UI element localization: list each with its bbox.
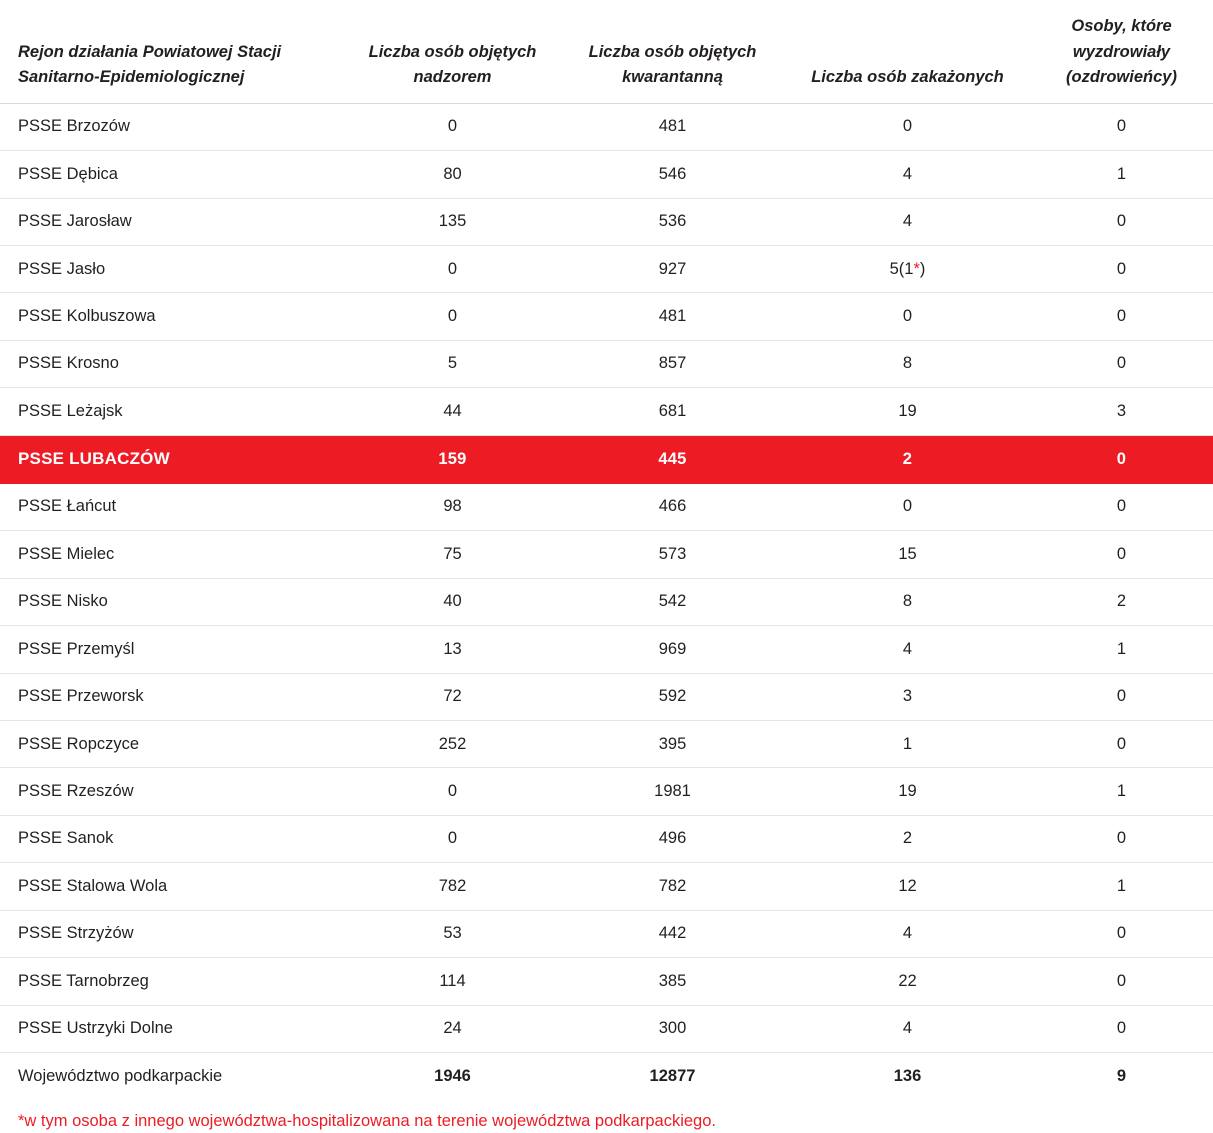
table-row (0, 910, 1213, 957)
cell-recovered: 0 (1030, 483, 1213, 530)
cell-infected: 19 (785, 768, 1030, 815)
table-row (0, 1005, 1213, 1052)
cell-region: PSSE Mielec (0, 531, 345, 578)
cell-infected-total: 136 (893, 1066, 922, 1085)
column-header-line: Liczba osób zakażonych (811, 68, 1004, 87)
column-header-line: Liczba osób objętych (368, 42, 537, 61)
cell-infected: 4 (785, 626, 1030, 673)
cell-quarantine: 1981 (560, 768, 785, 815)
cell-recovered-total: 9 (1116, 1066, 1127, 1085)
cell-quarantine: 481 (560, 103, 785, 150)
column-header-supervision (345, 0, 560, 103)
cell-infected: 8 (785, 578, 1030, 625)
cell-recovered: 0 (1030, 1005, 1213, 1052)
table-head (0, 0, 1213, 103)
cell-recovered: 0 (1030, 246, 1213, 293)
cell-infected: 4 (785, 1005, 1030, 1052)
cell-recovered: 0 (1030, 815, 1213, 862)
cell-region: PSSE Leżajsk (0, 388, 345, 435)
cell-supervision: 0 (345, 768, 560, 815)
table-row (0, 340, 1213, 387)
cell-infected: 12 (785, 863, 1030, 910)
cell-infected: 0 (785, 103, 1030, 150)
cell-recovered: 1 (1030, 863, 1213, 910)
cell-recovered: 0 (1030, 721, 1213, 768)
column-header-infected (785, 0, 1030, 103)
cell-recovered: 0 (1030, 340, 1213, 387)
cell-infected: 2 (785, 435, 1030, 483)
cell-infected: 0 (785, 483, 1030, 530)
table-footnote: *w tym osoba z innego województwa-hospitalizowana na terenie województwa podkarpackiego. (18, 1111, 716, 1130)
table-row (0, 958, 1213, 1005)
cell-recovered: 0 (1030, 531, 1213, 578)
cell-quarantine: 969 (560, 626, 785, 673)
table-row (0, 483, 1213, 530)
table-header-row (0, 0, 1213, 103)
cell-infected: 0 (785, 293, 1030, 340)
cell-quarantine: 496 (560, 815, 785, 862)
cell-quarantine: 927 (560, 246, 785, 293)
cell-quarantine: 681 (560, 388, 785, 435)
column-header-line: Sanitarno-Epidemiologicznej (18, 68, 245, 87)
cell-quarantine: 536 (560, 198, 785, 245)
cell-region: PSSE Brzozów (0, 103, 345, 150)
cell-region: PSSE Stalowa Wola (0, 863, 345, 910)
column-header-region (0, 0, 345, 103)
cell-supervision: 252 (345, 721, 560, 768)
cell-supervision: 75 (345, 531, 560, 578)
cell-region: PSSE Sanok (0, 815, 345, 862)
column-header-line: Rejon działania Powiatowej Stacji (18, 42, 282, 61)
cell-quarantine: 542 (560, 578, 785, 625)
cell-region: PSSE Łańcut (0, 483, 345, 530)
cell-quarantine: 300 (560, 1005, 785, 1052)
cell-region: PSSE Ustrzyki Dolne (0, 1005, 345, 1052)
cell-infected: 5(1*) (785, 246, 1030, 293)
cell-quarantine: 573 (560, 531, 785, 578)
cell-region: PSSE Strzyżów (0, 910, 345, 957)
table-row (0, 151, 1213, 198)
cell-region: PSSE Kolbuszowa (0, 293, 345, 340)
footnote-marker: * (913, 259, 920, 278)
table-row (0, 768, 1213, 815)
cell-supervision: 0 (345, 103, 560, 150)
table-row (0, 578, 1213, 625)
cell-infected: 19 (785, 388, 1030, 435)
cell-recovered: 1 (1030, 626, 1213, 673)
cell-supervision: 5 (345, 340, 560, 387)
cell-region: PSSE Ropczyce (0, 721, 345, 768)
cell-region: PSSE LUBACZÓW (0, 435, 345, 483)
cell-quarantine-total: 12877 (649, 1066, 696, 1085)
cell-recovered: 3 (1030, 388, 1213, 435)
cell-supervision: 72 (345, 673, 560, 720)
column-header-line: wyzdrowiały (1072, 42, 1171, 61)
cell-quarantine: 592 (560, 673, 785, 720)
table-row (0, 721, 1213, 768)
cell-region: PSSE Jasło (0, 246, 345, 293)
cell-recovered: 0 (1030, 673, 1213, 720)
cell-quarantine: 546 (560, 151, 785, 198)
cell-quarantine: 395 (560, 721, 785, 768)
cell-recovered: 0 (1030, 958, 1213, 1005)
cell-infected: 1 (785, 721, 1030, 768)
cell-recovered: 0 (1030, 103, 1213, 150)
cell-quarantine: 445 (560, 435, 785, 483)
cell-supervision: 159 (345, 435, 560, 483)
table-row (0, 388, 1213, 435)
cell-recovered: 0 (1030, 293, 1213, 340)
cell-quarantine: 857 (560, 340, 785, 387)
column-header-line: Osoby, które (1071, 17, 1172, 35)
cell-recovered: 1 (1030, 768, 1213, 815)
table-row (0, 673, 1213, 720)
column-header-line: (ozdrowieńcy) (1066, 68, 1177, 87)
cell-supervision: 135 (345, 198, 560, 245)
cell-region: PSSE Krosno (0, 340, 345, 387)
cell-region: PSSE Tarnobrzeg (0, 958, 345, 1005)
cell-infected: 4 (785, 151, 1030, 198)
cell-quarantine: 782 (560, 863, 785, 910)
cell-supervision: 782 (345, 863, 560, 910)
cell-region-total: Województwo podkarpackie (18, 1066, 223, 1085)
cell-infected: 4 (785, 198, 1030, 245)
column-header-line: kwarantanną (622, 68, 723, 87)
column-header-line: nadzorem (413, 68, 492, 87)
cell-region: PSSE Przeworsk (0, 673, 345, 720)
table-row (0, 626, 1213, 673)
table-row (0, 246, 1213, 293)
cell-region: PSSE Dębica (0, 151, 345, 198)
column-header-recovered (1030, 0, 1213, 103)
cell-supervision: 80 (345, 151, 560, 198)
table-body (0, 103, 1213, 1099)
cell-supervision: 44 (345, 388, 560, 435)
cell-recovered: 2 (1030, 578, 1213, 625)
cell-quarantine: 481 (560, 293, 785, 340)
table-row (0, 815, 1213, 862)
cell-region: PSSE Rzeszów (0, 768, 345, 815)
table-total-row (0, 1053, 1213, 1100)
cell-supervision: 40 (345, 578, 560, 625)
cell-quarantine: 466 (560, 483, 785, 530)
cell-infected: 22 (785, 958, 1030, 1005)
column-header-line: Liczba osób objętych (588, 42, 757, 61)
table-row (0, 198, 1213, 245)
table-row (0, 531, 1213, 578)
cell-supervision: 114 (345, 958, 560, 1005)
cell-supervision: 0 (345, 293, 560, 340)
cell-supervision: 53 (345, 910, 560, 957)
cell-infected: 4 (785, 910, 1030, 957)
cell-recovered: 0 (1030, 198, 1213, 245)
cell-recovered: 1 (1030, 151, 1213, 198)
table-row (0, 863, 1213, 910)
cell-quarantine: 385 (560, 958, 785, 1005)
cell-supervision: 24 (345, 1005, 560, 1052)
cell-supervision: 98 (345, 483, 560, 530)
cell-infected: 8 (785, 340, 1030, 387)
cell-infected: 3 (785, 673, 1030, 720)
cell-recovered: 0 (1030, 435, 1213, 483)
cell-region: PSSE Przemyśl (0, 626, 345, 673)
column-header-quarantine (560, 0, 785, 103)
cell-region: PSSE Nisko (0, 578, 345, 625)
cell-infected: 2 (785, 815, 1030, 862)
cell-infected: 15 (785, 531, 1030, 578)
table-row (0, 293, 1213, 340)
table-row (0, 435, 1213, 483)
cell-supervision: 0 (345, 815, 560, 862)
cell-region: PSSE Jarosław (0, 198, 345, 245)
cell-supervision: 0 (345, 246, 560, 293)
cell-recovered: 0 (1030, 910, 1213, 957)
cell-quarantine: 442 (560, 910, 785, 957)
cell-supervision: 13 (345, 626, 560, 673)
table-row (0, 103, 1213, 150)
cell-supervision-total: 1946 (434, 1066, 471, 1085)
